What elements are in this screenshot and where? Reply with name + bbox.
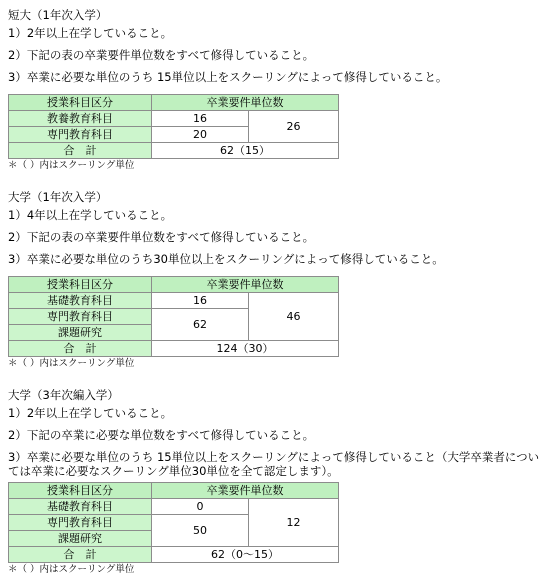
requirement-item: 1）4年以上在学していること。 [8,208,173,222]
requirement-item: 3）卒業に必要な単位のうち 15単位以上をスクーリングによって修得していること（大学卒業者については卒業に必要なスクーリング単位30単位を全て認定します）。 [8,450,540,478]
elective-units-cell: 26 [249,111,339,143]
category-cell: 基礎教育科目 [9,499,152,515]
total-label: 合 計 [9,143,152,159]
category-cell: 専門教育科目 [9,515,152,531]
requirements-table [8,94,339,159]
header-units: 卒業要件単位数 [152,277,339,293]
total-label: 合 計 [9,547,152,563]
category-cell: 専門教育科目 [9,127,152,143]
requirement-item: 2）下記の表の卒業要件単位数をすべて修得していること。 [8,230,315,244]
header-category: 授業科目区分 [9,277,152,293]
units-cell: 20 [152,127,249,143]
footnote: ＊（ ）内はスクーリング単位 [8,160,135,171]
total-label: 合 計 [9,341,152,357]
footnote: ＊（ ）内はスクーリング単位 [8,358,135,369]
units-cell: 0 [152,499,249,515]
category-cell: 教養教育科目 [9,111,152,127]
section-title: 短大（1年次入学） [8,8,108,22]
units-cell: 62 [152,309,249,341]
category-cell: 課題研究 [9,531,152,547]
category-cell: 基礎教育科目 [9,293,152,309]
elective-units-cell: 12 [249,499,339,547]
section-university-first-year [8,190,544,372]
total-value: 124（30） [152,341,339,357]
category-cell: 専門教育科目 [9,309,152,325]
section-title: 大学（3年次編入学） [8,388,119,402]
total-value: 62（0～15） [152,547,339,563]
header-category: 授業科目区分 [9,483,152,499]
requirement-item: 2）下記の表の卒業要件単位数をすべて修得していること。 [8,48,315,62]
section-title: 大学（1年次入学） [8,190,108,204]
requirements-table [8,482,339,563]
units-cell: 50 [152,515,249,547]
section-junior-college [8,8,544,174]
requirement-item: 1）2年以上在学していること。 [8,406,173,420]
header-category: 授業科目区分 [9,95,152,111]
requirement-item: 2）下記の卒業に必要な単位数をすべて修得していること。 [8,428,315,442]
category-cell: 課題研究 [9,325,152,341]
header-units: 卒業要件単位数 [152,483,339,499]
requirements-table [8,276,339,357]
requirement-item: 1）2年以上在学していること。 [8,26,173,40]
section-university-transfer [8,388,544,578]
elective-units-cell: 46 [249,293,339,341]
requirement-item: 3）卒業に必要な単位のうち 15単位以上をスクーリングによって修得していること。 [8,70,448,84]
footnote: ＊（ ）内はスクーリング単位 [8,564,135,575]
total-value: 62（15） [152,143,339,159]
requirement-item: 3）卒業に必要な単位のうち30単位以上をスクーリングによって修得していること。 [8,252,444,266]
header-units: 卒業要件単位数 [152,95,339,111]
units-cell: 16 [152,293,249,309]
units-cell: 16 [152,111,249,127]
